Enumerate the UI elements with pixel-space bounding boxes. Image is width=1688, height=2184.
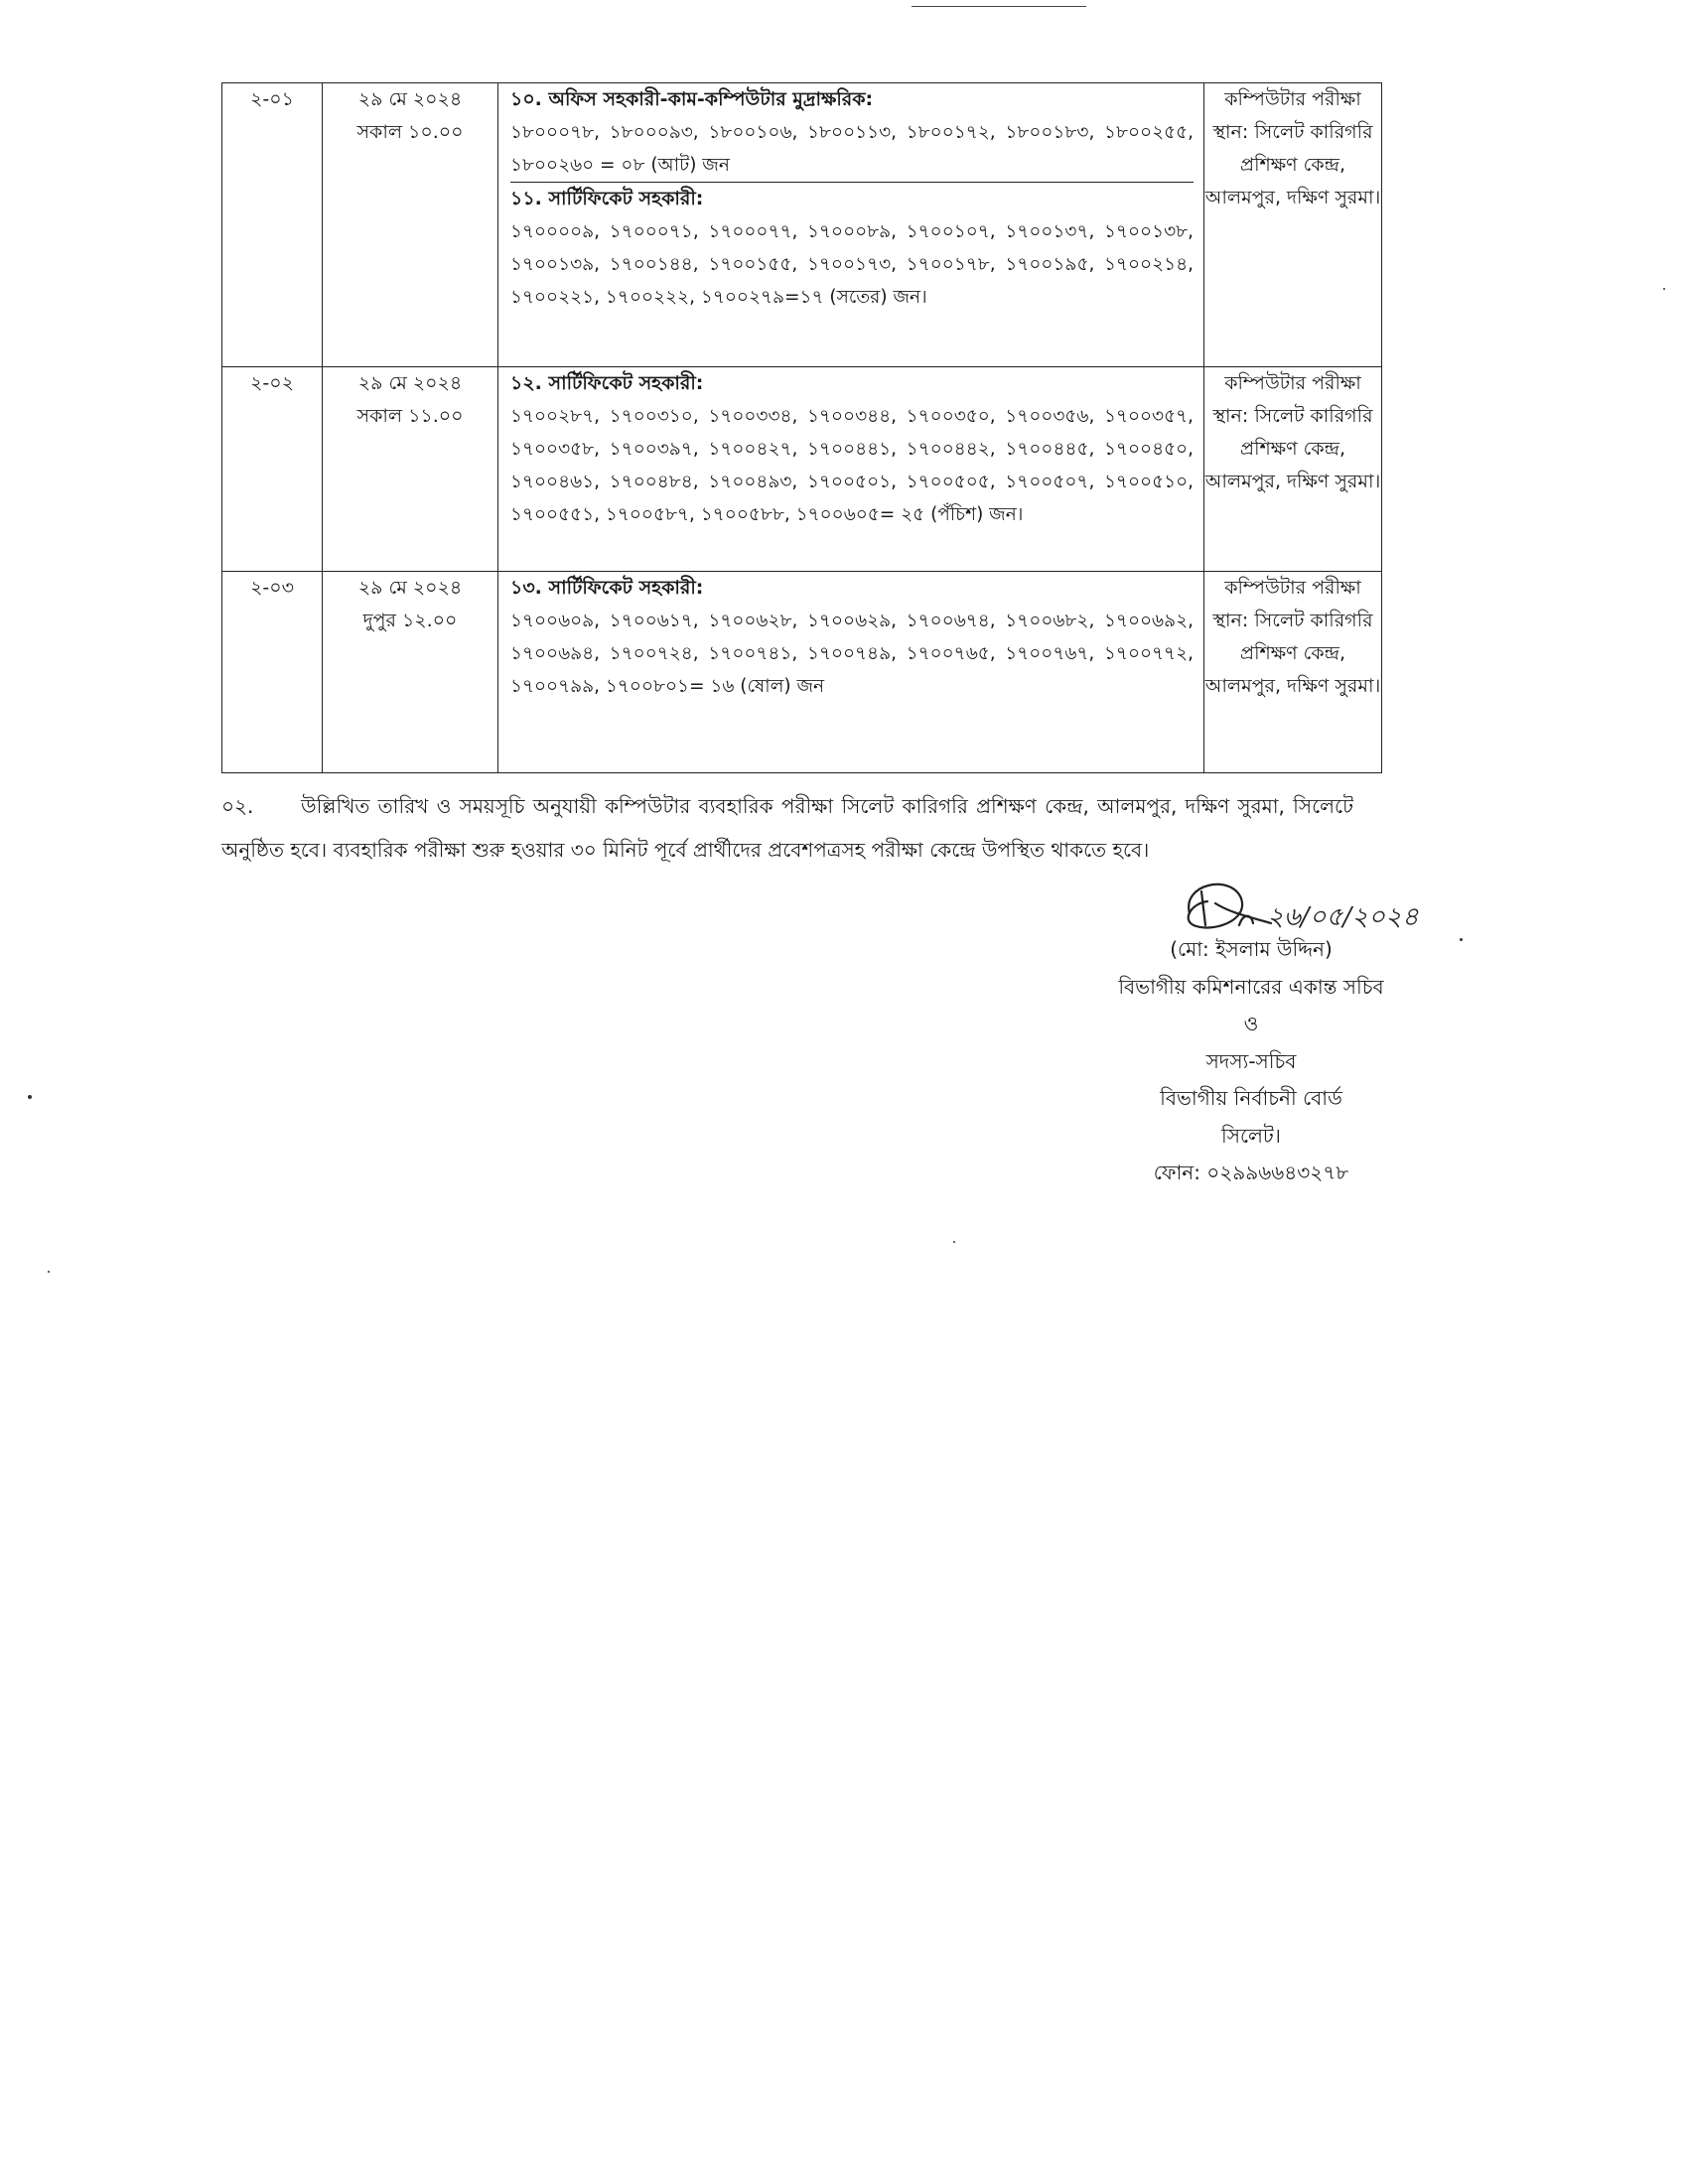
date-time-cell bbox=[323, 572, 498, 773]
schedule-table bbox=[221, 82, 1382, 773]
paragraph-number: ০২. bbox=[221, 794, 254, 818]
candidates-cell bbox=[498, 572, 1204, 773]
roll-numbers: ১৮০০০৭৮, ১৮০০০৯৩, ১৮০০১০৬, ১৮০০১১৩, ১৮০০১৭২, ১৮০০১৮৩, ১৮০০২৫৫, ১৮০০২৬০ = ০৮ (আট) জন bbox=[510, 122, 1194, 176]
post-block bbox=[510, 367, 1194, 531]
paragraph-text: উল্লিখিত তারিখ ও সময়সূচি অনুযায়ী কম্পিউটার ব্যবহারিক পরীক্ষা সিলেট কারিগরি প্রশিক্ষণ কেন্দ্র, আলমপুর, দক্ষিণ সুরমা, সিলেটে অনুষ্ঠিত হবে। ব্যবহারিক পরীক্ষা শুরু হওয়ার ৩০ মিনিট পূর্বে প্রার্থীদের প্রবেশপত্রসহ পরীক্ষা কেন্দ্রে উপস্থিত থাকতে হবে। bbox=[221, 794, 1353, 862]
scan-speck bbox=[1460, 938, 1463, 941]
exam-date: ২৯ মে ২০২৪ bbox=[357, 88, 463, 110]
post-title: ১১. সার্টিফিকেট সহকারী: bbox=[510, 188, 704, 209]
table-row bbox=[222, 572, 1382, 773]
venue-cell bbox=[1204, 83, 1382, 367]
city-name: সিলেট। bbox=[1221, 1123, 1281, 1148]
handwritten-date: ২৬/০৫/২০২৪ bbox=[1267, 902, 1419, 932]
instruction-paragraph bbox=[221, 784, 1353, 872]
venue-label: কম্পিউটার পরীক্ষা bbox=[1224, 577, 1361, 599]
date-time-cell bbox=[323, 367, 498, 572]
conjunction: ও bbox=[1243, 1012, 1259, 1035]
post-title: ১৩. সার্টিফিকেট সহকারী: bbox=[510, 577, 704, 599]
phone-number: ফোন: ০২৯৯৬৬৪৩২৭৮ bbox=[1153, 1160, 1349, 1184]
date-time-cell bbox=[323, 83, 498, 367]
scan-speck bbox=[48, 1271, 50, 1273]
candidates-cell bbox=[498, 367, 1204, 572]
scan-speck bbox=[1663, 288, 1665, 290]
scan-speck bbox=[953, 1241, 955, 1243]
board-name: বিভাগীয় নির্বাচনী বোর্ড bbox=[1160, 1086, 1342, 1110]
serial-cell: ২-০২ bbox=[222, 367, 323, 572]
venue-text: স্থান: সিলেট কারিগরি প্রশিক্ষণ কেন্দ্র, আলমপুর, দক্ষিণ সুরমা। bbox=[1204, 405, 1381, 492]
table-row bbox=[222, 83, 1382, 367]
venue-text: স্থান: সিলেট কারিগরি প্রশিক্ষণ কেন্দ্র, আলমপুর, দক্ষিণ সুরমা। bbox=[1204, 121, 1381, 208]
venue-text: স্থান: সিলেট কারিগরি প্রশিক্ষণ কেন্দ্র, আলমপুর, দক্ষিণ সুরমা। bbox=[1204, 610, 1381, 697]
exam-date: ২৯ মে ২০২৪ bbox=[357, 577, 463, 599]
venue-cell bbox=[1204, 367, 1382, 572]
venue-label: কম্পিউটার পরীক্ষা bbox=[1224, 88, 1361, 110]
signatory-designation: বিভাগীয় কমিশনারের একান্ত সচিব bbox=[1118, 974, 1384, 999]
post-title: ১০. অফিস সহকারী-কাম-কম্পিউটার মুদ্রাক্ষরিক: bbox=[510, 88, 874, 110]
scan-speck bbox=[28, 1095, 32, 1099]
handwritten-signature bbox=[1189, 885, 1271, 928]
signatory-role: সদস্য-সচিব bbox=[1205, 1048, 1297, 1073]
header-rule bbox=[912, 6, 1086, 7]
post-block bbox=[510, 83, 1194, 182]
signature-block bbox=[1023, 931, 1479, 1192]
roll-numbers: ১৭০০২৮৭, ১৭০০৩১০, ১৭০০৩৩৪, ১৭০০৩৪৪, ১৭০০৩৫০, ১৭০০৩৫৬, ১৭০০৩৫৭, ১৭০০৩৫৮, ১৭০০৩৯৭, ১৭০০৪২৭, ১৭০০৪৪১, ১৭০০৪৪২, ১৭০০৪৪৫, ১৭০০৪৫০, ১৭০০৪৬১, ১৭০০৪৮৪, ১৭০০৪৯৩, ১৭০০৫০১, ১৭০০৫০৫, ১৭০০৫০৭, ১৭০০৫১০, ১৭০০৫৫১, ১৭০০৫৮৭, ১৭০০৫৮৮, ১৭০০৬০৫= ২৫ (পঁচিশ) জন। bbox=[510, 406, 1194, 525]
post-block bbox=[510, 182, 1194, 314]
exam-time: সকাল ১০.০০ bbox=[356, 121, 464, 143]
venue-label: কম্পিউটার পরীক্ষা bbox=[1224, 372, 1361, 394]
candidates-cell bbox=[498, 83, 1204, 367]
signatory-name: (মো: ইসলাম উদ্দিন) bbox=[1170, 937, 1333, 961]
serial-cell: ২-০১ bbox=[222, 83, 323, 367]
roll-numbers: ১৭০০০০৯, ১৭০০০৭১, ১৭০০০৭৭, ১৭০০০৮৯, ১৭০০১০৭, ১৭০০১৩৭, ১৭০০১৩৮, ১৭০০১৩৯, ১৭০০১৪৪, ১৭০০১৫৫, ১৭০০১৭৩, ১৭০০১৭৮, ১৭০০১৯৫, ১৭০০২১৪, ১৭০০২২১, ১৭০০২২২, ১৭০০২৭৯=১৭ (সতের) জন। bbox=[510, 221, 1194, 308]
post-block bbox=[510, 572, 1194, 703]
table-row bbox=[222, 367, 1382, 572]
exam-time: দুপুর ১২.০০ bbox=[362, 610, 458, 631]
exam-date: ২৯ মে ২০২৪ bbox=[357, 372, 463, 394]
venue-cell bbox=[1204, 572, 1382, 773]
roll-numbers: ১৭০০৬০৯, ১৭০০৬১৭, ১৭০০৬২৮, ১৭০০৬২৯, ১৭০০৬৭৪, ১৭০০৬৮২, ১৭০০৬৯২, ১৭০০৬৯৪, ১৭০০৭২৪, ১৭০০৭৪১, ১৭০০৭৪৯, ১৭০০৭৬৫, ১৭০০৭৬৭, ১৭০০৭৭২, ১৭০০৭৯৯, ১৭০০৮০১= ১৬ (ষোল) জন bbox=[510, 611, 1194, 697]
exam-time: সকাল ১১.০০ bbox=[356, 405, 464, 427]
serial-cell: ২-০৩ bbox=[222, 572, 323, 773]
post-title: ১২. সার্টিফিকেট সহকারী: bbox=[510, 372, 704, 394]
